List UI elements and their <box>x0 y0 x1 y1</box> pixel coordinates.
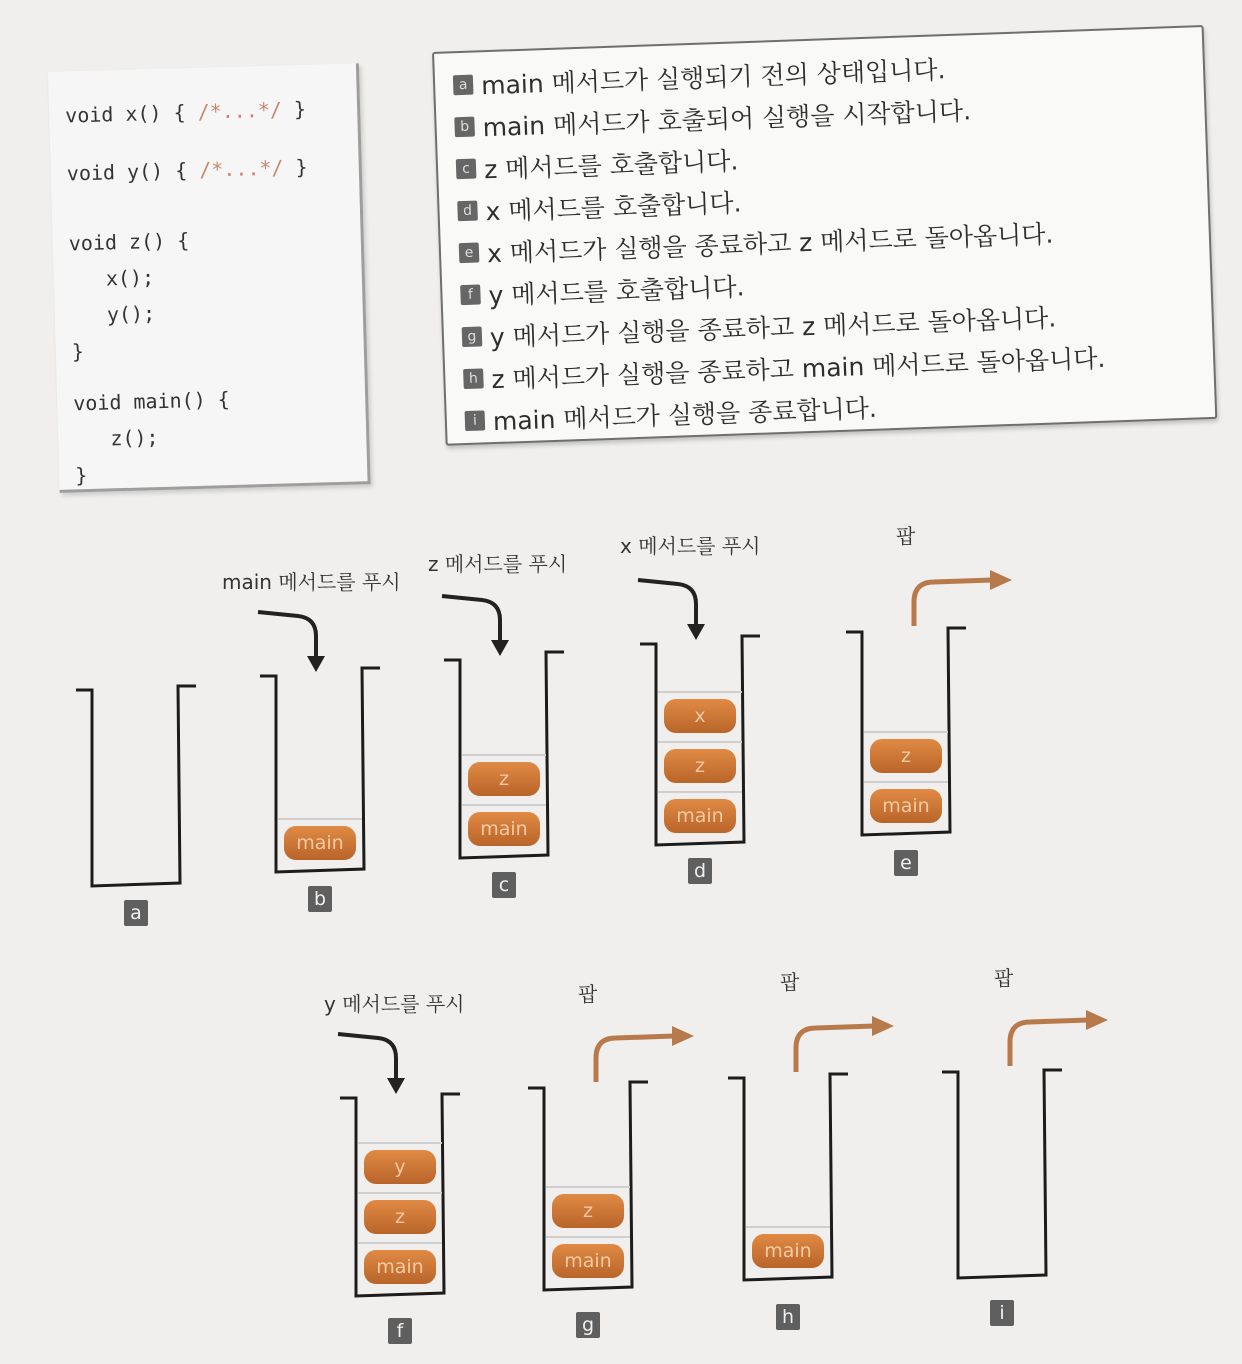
stack-frame-main: main <box>752 1234 824 1268</box>
stack-frame-z: z <box>552 1194 624 1228</box>
stack-frame-main: main <box>284 826 356 860</box>
step-description-text: y 메서드가 실행을 종료하고 z 메서드로 돌아옵니다. <box>489 303 1057 353</box>
pop-arrowhead-icon <box>1086 1010 1108 1030</box>
step-label: b <box>308 886 332 912</box>
stack-caption: z 메서드를 푸시 <box>428 552 568 576</box>
stack-frame-main: main <box>552 1244 624 1278</box>
stack-frame-z: z <box>664 749 736 783</box>
stack-frame-y: y <box>364 1150 436 1184</box>
code-comment: /*...*/ <box>197 97 283 124</box>
step-label: f <box>388 1318 412 1344</box>
code-text: } <box>74 463 88 488</box>
code-text: } <box>71 339 85 364</box>
step-bullet-icon: g <box>462 326 483 347</box>
step-label: h <box>776 1304 800 1330</box>
stack-frame-main: main <box>664 799 736 833</box>
step-bullet-icon: b <box>454 117 475 138</box>
step-description-text: main 메서드가 실행되기 전의 상태입니다. <box>480 55 946 101</box>
stack-frame-x: x <box>664 699 736 733</box>
code-text: x(); <box>69 265 155 292</box>
stack-frame-main: main <box>468 812 540 846</box>
step-bullet-icon: d <box>457 201 478 222</box>
stack-caption: x 메서드를 푸시 <box>620 534 761 558</box>
stack-frame-main: main <box>870 789 942 823</box>
step-bullet-icon: e <box>459 242 480 263</box>
code-text: } <box>283 154 308 180</box>
code-text: void x() { <box>64 99 198 128</box>
step-bullet-icon: f <box>460 284 481 305</box>
stack-frame-z: z <box>870 739 942 773</box>
stack-frame-z: z <box>468 762 540 796</box>
step-label: e <box>894 850 918 876</box>
step-description-text: y 메서드를 호출합니다. <box>488 272 745 311</box>
step-description-text: x 메서드가 실행을 종료하고 z 메서드로 돌아옵니다. <box>486 219 1054 269</box>
step-description-text: z 메서드가 실행을 종료하고 main 메서드로 돌아옵니다. <box>490 343 1106 395</box>
stack-caption: 팝 <box>896 524 916 548</box>
stack-caption: 팝 <box>780 970 800 994</box>
code-text: void y() { <box>66 157 200 186</box>
code-text: z(); <box>73 425 159 452</box>
code-comment: /*...*/ <box>198 155 284 182</box>
step-description-text: main 메서드가 호출되어 실행을 시작합니다. <box>482 96 972 143</box>
stack-frame-z: z <box>364 1200 436 1234</box>
pop-arrow-icon <box>1010 1020 1088 1066</box>
step-bullet-icon: a <box>453 75 474 96</box>
code-text: void main() { <box>72 387 231 416</box>
step-label: c <box>492 872 516 898</box>
step-bullet-icon: h <box>463 368 484 389</box>
code-text: } <box>281 96 307 122</box>
step-bullet-icon: i <box>465 410 486 431</box>
step-label: a <box>124 900 148 926</box>
step-label: d <box>688 858 712 884</box>
step-description-text: x 메서드를 호출합니다. <box>485 188 742 227</box>
step-label: g <box>576 1312 600 1338</box>
code-text: void z() { <box>68 228 190 256</box>
stack-caption: y 메서드를 푸시 <box>324 992 465 1016</box>
step-bullet-icon: c <box>456 159 477 180</box>
code-text: y(); <box>70 301 156 328</box>
stack-caption: 팝 <box>578 982 598 1006</box>
stack-frame-main: main <box>364 1250 436 1284</box>
stack-caption: 팝 <box>994 966 1014 990</box>
step-description-text: z 메서드를 호출합니다. <box>483 146 739 185</box>
step-label: i <box>990 1300 1014 1326</box>
step-description-text: main 메서드가 실행을 종료합니다. <box>492 393 878 437</box>
stack-caption: main 메서드를 푸시 <box>222 570 401 594</box>
